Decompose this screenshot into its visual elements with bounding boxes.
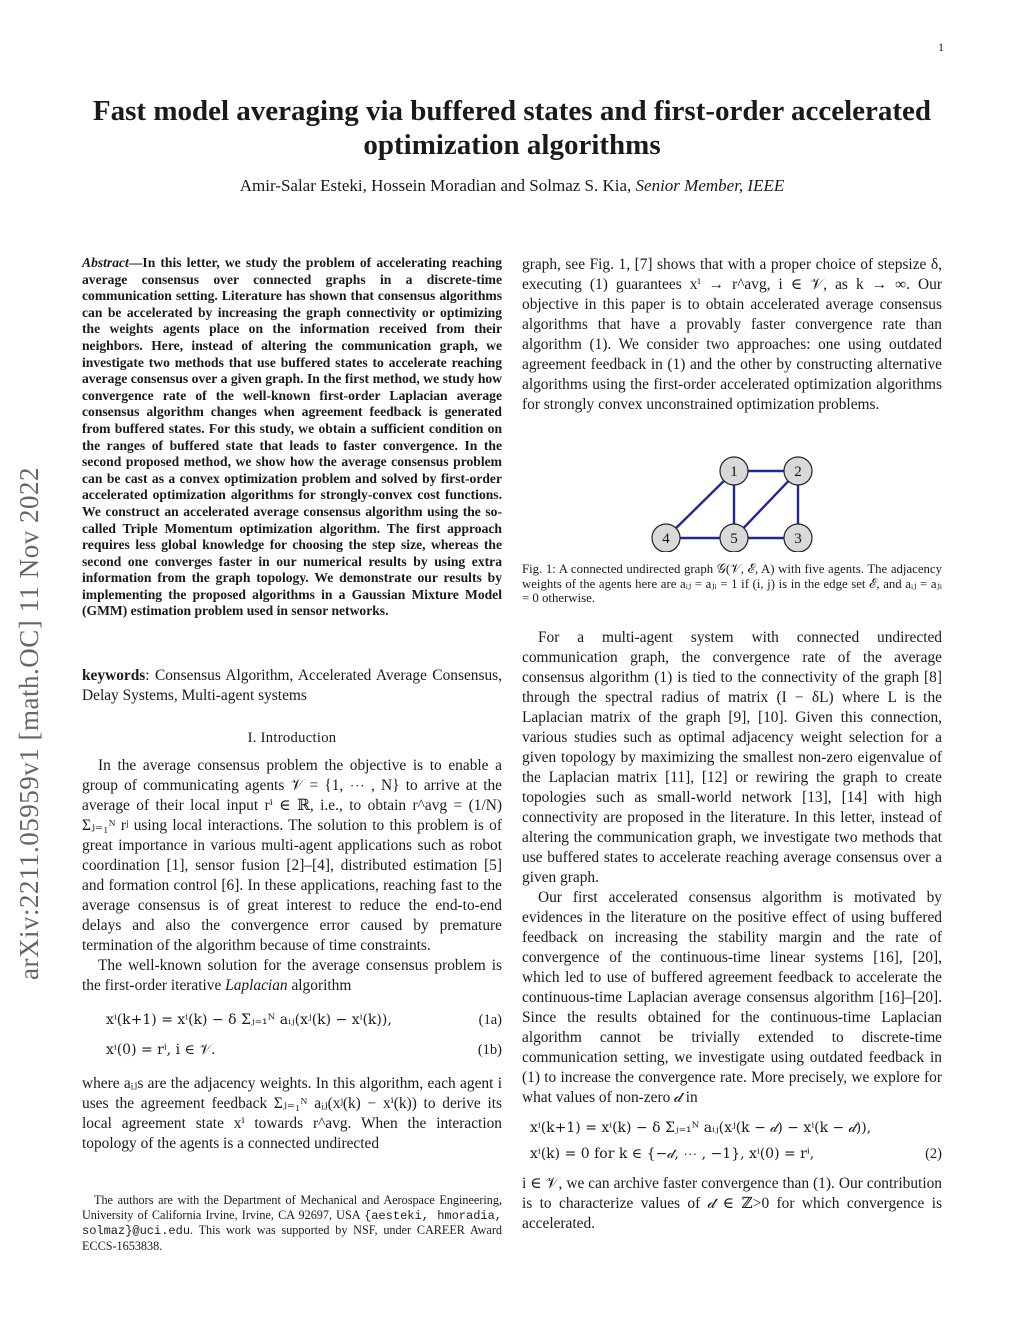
abstract: [82, 255, 502, 620]
graph-node-label: 4: [662, 531, 670, 547]
author-names: Amir-Salar Esteki, Hossein Moradian and Solmaz S. Kia,: [239, 176, 632, 195]
introduction-body: [82, 756, 502, 1154]
graph-node-label: 2: [794, 464, 802, 480]
footnote-affiliation: The authors are with the Department of Mechanical and Aerospace Engineering, University of California Irvine, Irvine, CA 92697, USA: [82, 1193, 502, 1222]
right-paragraph-0: graph, see Fig. 1, [7] shows that with a proper choice of stepsize δ, executing (1) guarantees xⁱ → r^avg, i ∈ 𝒱, as k → ∞. Our objective in this paper is to obtain accelerated average consensus algorithms that have a provably faster convergence rate than algorithm (1). We consider two approaches: one using outdated agreement feedback in (1) and the other by constructing alternative algorithms using the first-order accelerated optimization algorithms for strongly convex unconstrained optimization problems.: [522, 256, 942, 413]
equation-2-line-1: xⁱ(k+1) = xⁱ(k) − δ Σⱼ₌₁ᴺ aᵢⱼ(xʲ(k − 𝒹) − xⁱ(k − 𝒹)),: [530, 1120, 872, 1136]
equation-1a: [82, 1010, 502, 1030]
footnote: [82, 1193, 502, 1253]
paper-title: Fast model averaging via buffered states and first-order accelerated optimization algorithms: [92, 95, 932, 161]
figure-1-graph: [640, 452, 830, 552]
equation-1b: [82, 1040, 502, 1060]
abstract-text: —In this letter, we study the problem of accelerating reaching average consensus over connected graphs in a discrete-time communication setting. Literature has shown that consensus algorithms can be accelerated by increasing the graph connectivity or optimizing the weights agents place on the information received from their neighbors. Here, instead of altering the communication graph, we investigate two methods that use buffered states to accelerate reaching average consensus over a given graph. In the first method, we study how convergence rate of the well-known first-order Laplacian average consensus algorithm changes when agreement feedback is generated from buffered states. For this study, we obtain a sufficient condition on the ranges of buffered state that leads to faster convergence. In the second proposed method, we show how the average consensus problem can be cast as a convex optimization problem and solved by first-order accelerated optimization algorithms for strongly-convex cost functions. We construct an accelerated average consensus algorithm using the so-called Triple Momentum optimization algorithm. The first approach requires less global knowledge for choosing the step size, whereas the second one converges faster in our numerical results by using extra information from the graph topology. We demonstrate our results by implementing the proposed algorithms in a Gaussian Mixture Model (GMM) estimation problem used in sensor networks.: [82, 255, 502, 619]
page-number: 1: [938, 40, 944, 54]
intro-paragraph-3: where aᵢⱼs are the adjacency weights. In this algorithm, each agent i uses the agreement feedback Σⱼ₌₁ᴺ aᵢⱼ(xʲ(k) − xⁱ(k)) to derive its local agreement state xⁱ towards r^avg. When the interaction topology of the agents is a connected undirected: [82, 1075, 502, 1152]
right-paragraph-1: For a multi-agent system with connected undirected communication graph, the convergence rate of the average consensus algorithm (1) is tied to the connectivity of the graph [8] through the spectral radius of matrix (I − δL) where L is the Laplacian matrix of the graph [9], [10]. Given this connection, various studies such as optimal adjacency weight selection for a given topology by maximizing the smallest non-zero eigenvalue of the Laplacian matrix [11], [12] or rewiring the graph to create topologies such as small-world network [13], [14] with high connectivity are proposed in the literature. In this letter, instead of altering the communication graph, we investigate two methods that use buffered states to accelerate reaching average consensus over a given graph.: [522, 629, 942, 886]
author-title: Senior Member, IEEE: [635, 176, 785, 195]
keywords: [82, 666, 502, 706]
keywords-text: : Consensus Algorithm, Accelerated Average Consensus, Delay Systems, Multi-agent systems: [82, 667, 502, 704]
equation-2: [522, 1118, 942, 1164]
right-intro-continued: [522, 255, 942, 415]
equation-2-line-2: xⁱ(k) = 0 for k ∈ {−𝒹, ⋯ , −1}, xⁱ(0) = rⁱ,: [530, 1146, 815, 1162]
intro-paragraph-1: In the average consensus problem the objective is to enable a group of communicating agents 𝒱 = {1, ⋯ , N} to arrive at the average of their local input rⁱ ∈ ℝ, i.e., to obtain r^avg = (1/N) Σⱼ₌₁ᴺ rʲ using local interactions. The solution to this problem is of great importance in various multi-agent applications such as robot coordination [1], sensor fusion [2]–[4], distributed estimation [5] and formation control [6]. In these applications, reaching fast to the average consensus is of great interest to reduce the end-to-end delays and also the convergence error caused by premature termination of the algorithm because of time constraints.: [82, 757, 502, 954]
intro-p2-text: The well-known solution for the average consensus problem is the first-order iterative: [82, 957, 502, 994]
intro-p2-italic: Laplacian: [225, 977, 288, 994]
footnote-funding: . This work was supported by NSF, under CAREER Award ECCS-1653838.: [82, 1223, 502, 1253]
equation-1a-number: (1a): [478, 1012, 502, 1028]
author-line: [60, 176, 964, 196]
equation-1b-number: (1b): [477, 1042, 502, 1058]
right-body: [522, 628, 942, 1234]
abstract-label: Abstract: [82, 255, 129, 270]
equation-1b-body: xⁱ(0) = rⁱ, i ∈ 𝒱.: [106, 1042, 216, 1058]
intro-paragraph-2: [82, 956, 502, 996]
equation-1a-body: xⁱ(k+1) = xⁱ(k) − δ Σⱼ₌₁ᴺ aᵢⱼ(xʲ(k) − xⁱ(k)),: [106, 1012, 392, 1028]
right-paragraph-2: Our first accelerated consensus algorithm is motivated by evidences in the literature on the positive effect of using buffered feedback on increasing the stability margin and the rate of convergence of the continuous-time linear systems [16], [20], which led to use of buffered agreement feedback to accelerate the continuous-time Laplacian average consensus algorithm [16]–[20]. Since the results obtained for the continuous-time Laplacian algorithm cannot be trivially extended to discrete-time communication setting, we investigate using outdated feedback in (1) to increase the convergence rate. More precisely, we explore for what values of non-zero 𝒹 in: [522, 889, 942, 1106]
graph-node-label: 5: [730, 531, 738, 547]
figure-1-caption: Fig. 1: A connected undirected graph 𝒢(𝒱, ℰ, A) with five agents. The adjacency weights of the agents here are aᵢⱼ = aⱼᵢ = 1 if (i, j) is in the edge set ℰ, and aᵢⱼ = aⱼᵢ = 0 otherwise.: [522, 562, 942, 605]
arxiv-id-text: arXiv:2211.05959v1 [math.OC] 11 Nov 2022: [14, 467, 44, 980]
right-paragraph-3: i ∈ 𝒱, we can archive faster convergence than (1). Our contribution is to characterize values of 𝒹 ∈ ℤ>0 for which convergence is accelerated.: [522, 1175, 942, 1232]
keywords-label: keywords: [82, 667, 146, 684]
graph-node-label: 1: [730, 464, 738, 480]
graph-svg: [640, 452, 830, 552]
equation-2-number: (2): [925, 1146, 942, 1162]
footnote-emails[interactable]: {aesteki, hmoradia, solmaz}@uci.edu: [82, 1208, 503, 1239]
section-heading-introduction: I. Introduction: [247, 730, 337, 746]
graph-node-label: 3: [794, 531, 802, 547]
arxiv-identifier: [14, 300, 64, 1000]
intro-p2-tail: algorithm: [291, 977, 352, 994]
